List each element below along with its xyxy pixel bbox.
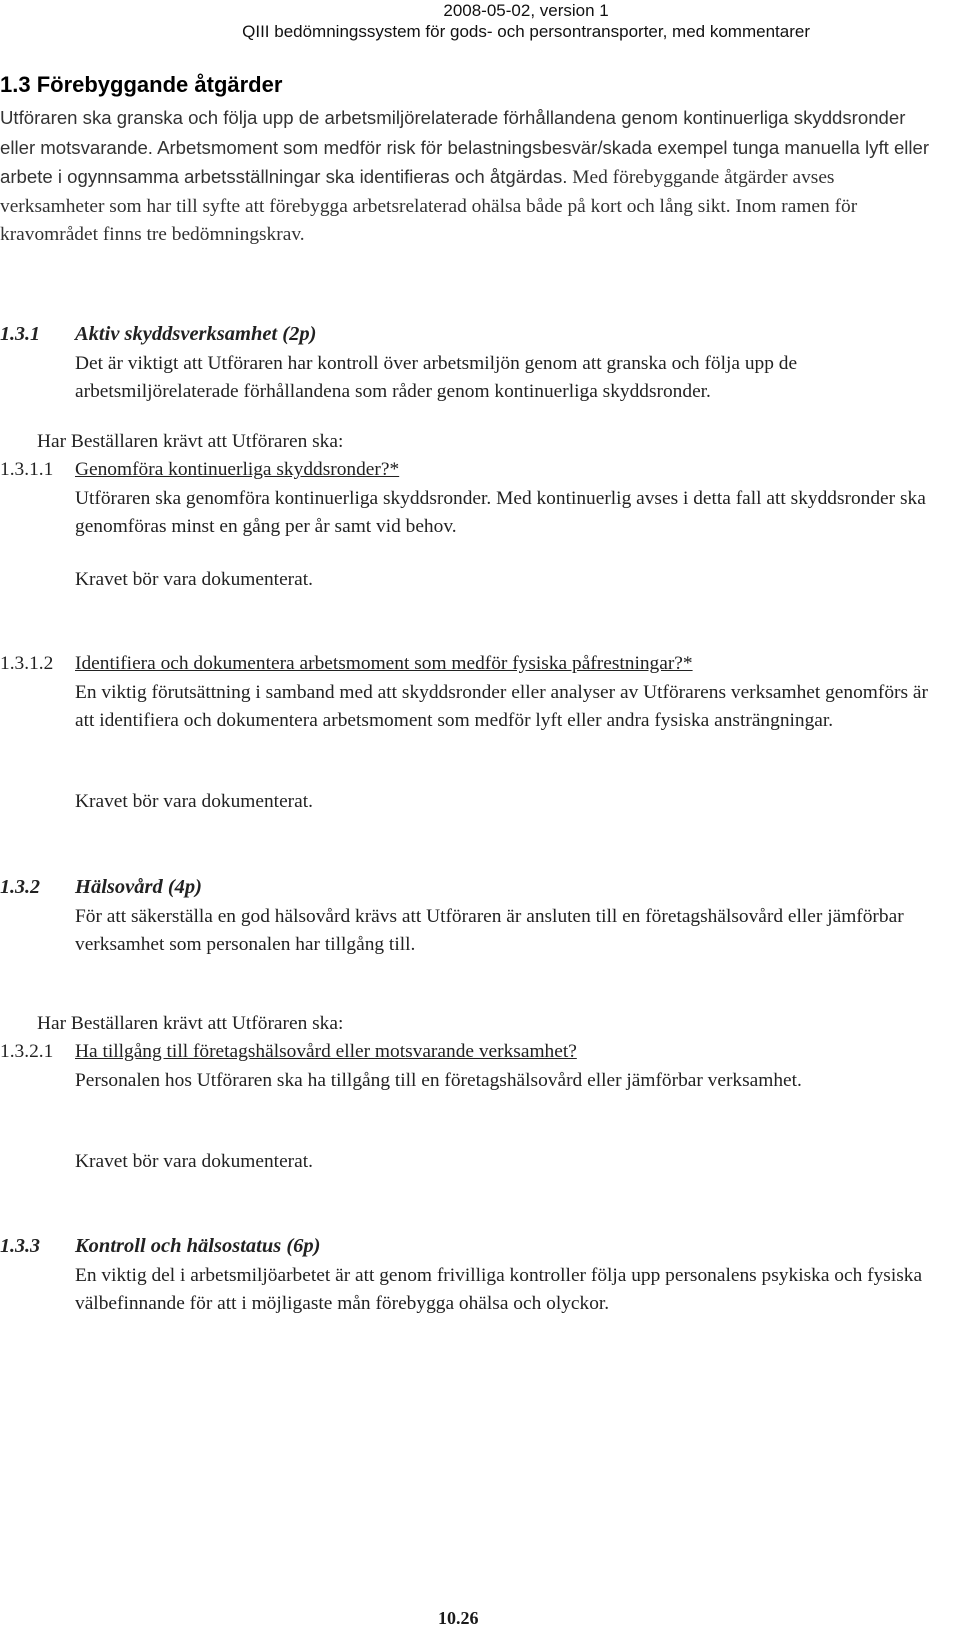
requirement-number: 1.3.1.1 [0,459,54,480]
requirement-lead: Har Beställaren krävt att Utföraren ska: [37,1013,344,1034]
intro-part-b: Med förebyggande åtgärder avses verksamheter som har till syfte att förebygga arbetsrelaterad ohälsa både på kort och lång sikt. Inom ramen för kravområdet finns tre bedömningskrav. [0,167,858,246]
subsection-number: 1.3.1 [0,323,40,345]
page-header [242,0,810,42]
requirement-number: 1.3.2.1 [0,1041,54,1062]
requirement-question: Ha tillgång till företagshälsovård eller motsvarande verksamhet? [75,1041,577,1062]
requirement-question: Genomföra kontinuerliga skyddsronder?* [75,459,400,480]
subsection-text: Det är viktigt att Utföraren har kontroll över arbetsmiljön genom att granska och följa upp de arbetsmiljörelaterade förhållandena som råder genom kontinuerliga skyddsronder. [75,352,798,402]
subsection-title: Aktiv skyddsverksamhet (2p) [75,323,317,345]
header-date: 2008-05-02, version 1 [443,1,609,20]
requirement-doc-note: Kravet bör vara dokumenterat. [75,569,313,590]
requirement-1-3-1-1 [0,456,940,542]
subsection-1-3-2 [0,873,940,960]
page-number: 10.26 [438,1608,479,1628]
requirement-text: Utföraren ska genomföra kontinuerliga skyddsronder. Med kontinuerlig avses i detta fall att skyddsronder ska genomföras minst en gång per år samt vid behov. [75,487,926,537]
requirement-text: En viktig förutsättning i samband med att skyddsronder eller analyser av Utförarens verksamhet genomförs är att identifiera och dokumentera arbetsmoment som medför lyft eller andra fysiska ansträngningar. [75,681,928,731]
requirement-text: Personalen hos Utföraren ska ha tillgång till en företagshälsovård eller jämförbar verksamhet. [75,1069,802,1091]
requirement-1-3-2-1 [0,1038,940,1095]
intro-part-a: Utföraren ska granska och följa upp de arbetsmiljörelaterade förhållandena genom kontinuerliga skyddsronder eller motsvarande. Arbetsmoment som medför risk för belastningsbesvär/skada exempel tunga manuella lyft eller arbete i ogynnsamma arbetsställningar ska identifieras och åtgärdas. [0,107,930,188]
subsection-title: Kontroll och hälsostatus (6p) [75,1235,321,1257]
requirement-question: Identifiera och dokumentera arbetsmoment som medför fysiska påfrestningar?* [75,653,693,674]
requirement-number: 1.3.1.2 [0,653,54,674]
section-intro [0,104,930,250]
subsection-number: 1.3.3 [0,1235,40,1257]
header-title: QIII bedömningssystem för gods- och persontransporter, med kommentarer [242,22,810,41]
requirement-doc-note: Kravet bör vara dokumenterat. [75,791,313,812]
section-title: 1.3 Förebyggande åtgärder [0,72,283,97]
subsection-text: En viktig del i arbetsmiljöarbetet är att genom frivilliga kontroller följa upp personalens psykiska och fysiska välbefinnande för att i möjligaste mån förebygga ohälsa och olyckor. [75,1264,923,1314]
subsection-number: 1.3.2 [0,876,40,898]
requirement-1-3-1-2 [0,650,940,736]
requirement-doc-note: Kravet bör vara dokumenterat. [75,1151,313,1172]
subsection-text: För att säkerställa en god hälsovård krävs att Utföraren är ansluten till en företagshälsovård eller jämförbar verksamhet som personalen har tillgång till. [75,905,904,955]
subsection-1-3-1 [0,320,940,407]
subsection-1-3-3 [0,1232,940,1319]
subsection-title: Hälsovård (4p) [75,876,202,898]
requirement-lead: Har Beställaren krävt att Utföraren ska: [37,431,344,452]
